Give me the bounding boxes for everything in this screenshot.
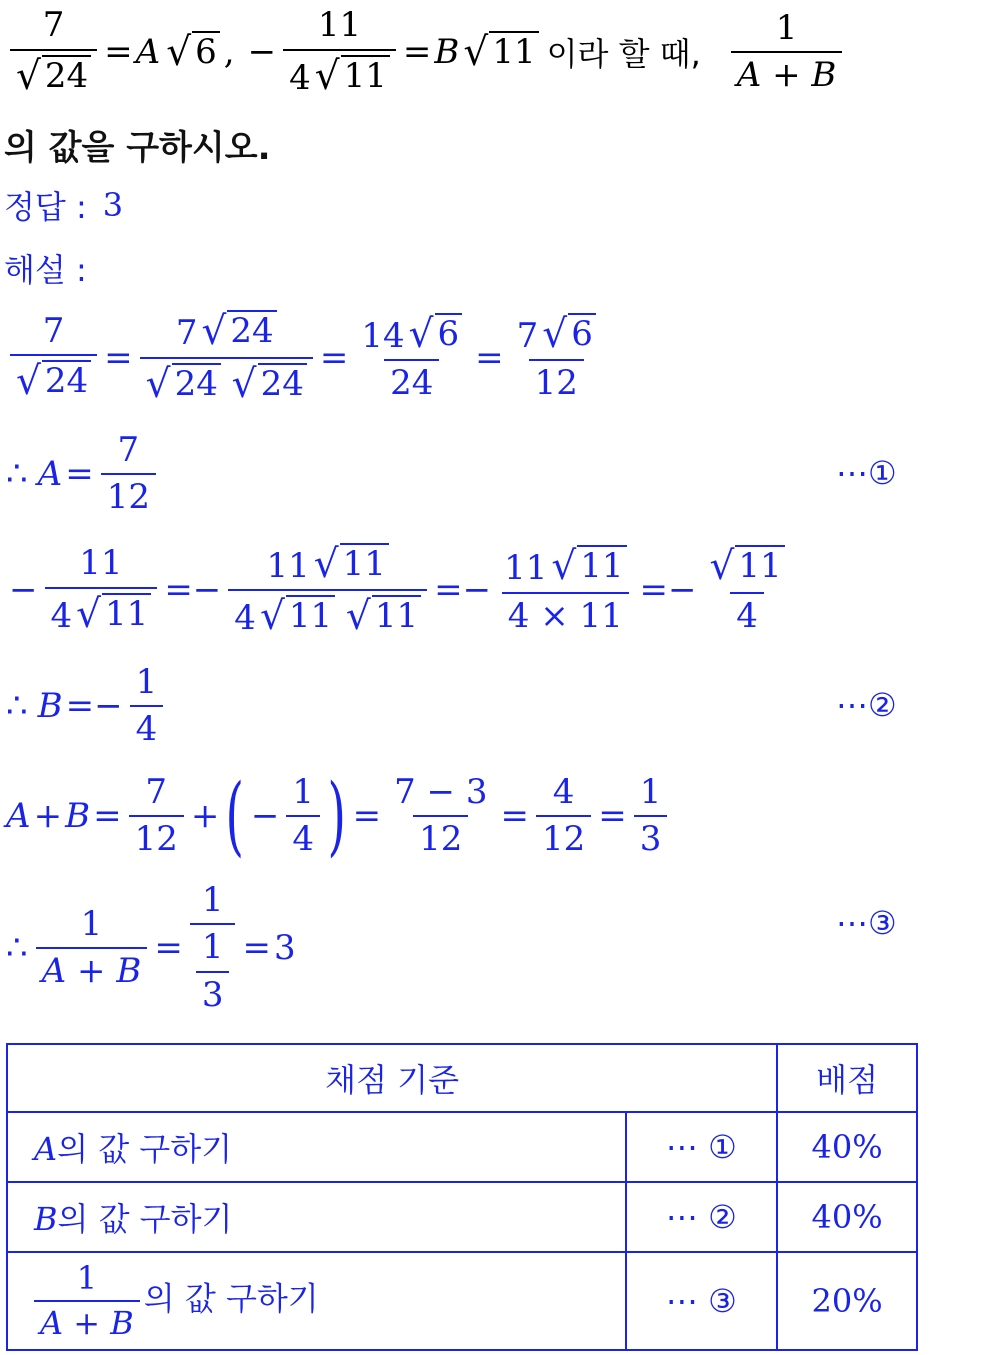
row-3-label: 의 값 구하기 <box>143 1279 319 1318</box>
row-2-points: 40% <box>777 1182 917 1252</box>
problem-text-tail: 이라 할 때, <box>546 35 701 73</box>
row-3-marker: ⋯ ③ <box>626 1252 778 1350</box>
header-points: 배점 <box>777 1044 917 1112</box>
solution-final: ∴ $\frac{1}{A + B}$ = $\frac{1}{\frac{1}{3}}$ = 3 <box>6 879 296 1015</box>
row-2-label: 의 값 구하기 <box>57 1200 233 1238</box>
marker-1: ⋯① <box>836 454 897 492</box>
problem-equation: 7 √ 24 = A √ 6 , − 11 4 √ 11 = B √ 11 이라 할 때, $\frac{1}{A + B}$ <box>6 4 846 100</box>
solution-step-2: − 11 4 √ 11 =− 11 √ 11 4 √ 11 √ 11 =− 11 √ 11 4 × 11 =− √ 11 4 <box>6 535 795 645</box>
marker-3: ⋯③ <box>836 904 897 942</box>
row-3-points: 20% <box>777 1252 917 1350</box>
header-criteria: 채점 기준 <box>7 1044 777 1112</box>
answer-value: 3 <box>102 186 124 224</box>
explanation-label: 해설 : <box>4 251 87 289</box>
solution-step-1: 7 √ 24 = 7 √ 24 √ 24 √ 24 = 14 √ 6 24 = 7 √ 6 12 <box>6 305 606 410</box>
fraction-11-over-4sqrt11: 11 4 √ 11 <box>283 7 396 97</box>
solution-a-result: ∴ A = $\frac{7}{12}$ <box>6 428 160 520</box>
row-2-marker: ⋯ ② <box>626 1182 778 1252</box>
table-row: B의 값 구하기 ⋯ ② 40% <box>7 1182 917 1252</box>
table-row: A의 값 구하기 ⋯ ① 40% <box>7 1112 917 1182</box>
solution-step-3: A + B = $\frac{7}{12}$ + ( − $\frac{1}{4}$ ) = $\frac{7 - 3}{12}$ = $\frac{4}{12}$ = $\frac{1}{3}$ <box>6 766 671 866</box>
grading-table <box>6 1043 918 1351</box>
answer-label: 정답 : <box>4 188 87 226</box>
table-row: $\frac{1}{A + B}$ 의 값 구하기 ⋯ ③ 20% <box>7 1252 917 1350</box>
problem-line2: 의 값을 구하시오. <box>4 128 271 168</box>
fraction-1-over-a-plus-b: $\frac{1}{A + B}$ <box>731 10 843 95</box>
solution-b-result: ∴ B =− $\frac{1}{4}$ <box>6 660 167 752</box>
answer-line <box>4 182 123 228</box>
row-1-marker: ⋯ ① <box>626 1112 778 1182</box>
table-header-row <box>7 1044 917 1112</box>
marker-2: ⋯② <box>836 686 897 724</box>
row-1-points: 40% <box>777 1112 917 1182</box>
row-1-label: 의 값 구하기 <box>57 1130 233 1168</box>
fraction-7-over-sqrt24: 7 √ 24 <box>10 7 97 97</box>
